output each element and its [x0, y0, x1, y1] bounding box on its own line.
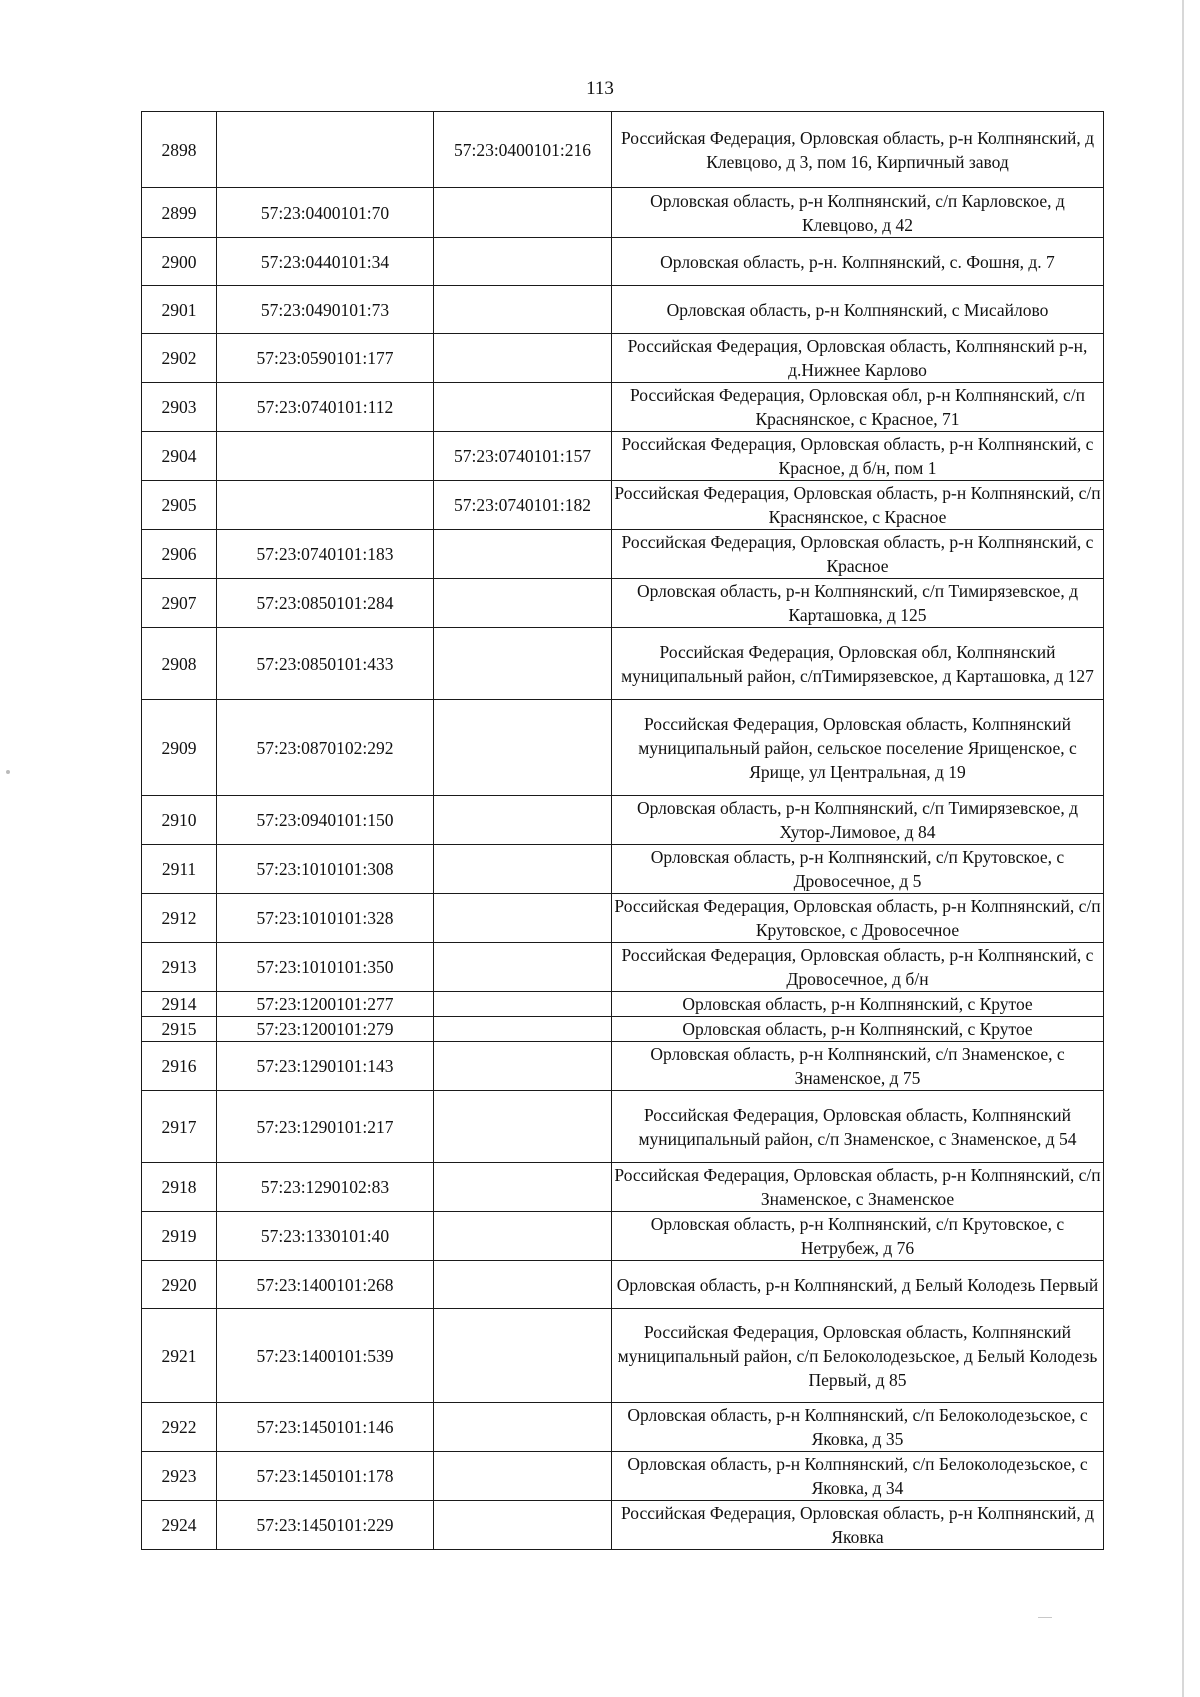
- land-cadastral-number-cell: 57:23:1330101:40: [217, 1212, 434, 1261]
- row-number-cell: 2922: [142, 1403, 217, 1452]
- land-cadastral-number-cell: 57:23:1200101:277: [217, 992, 434, 1017]
- address-cell: Российская Федерация, Орловская область, р-н Колпнянский, с/п Знаменское, с Знаменское: [612, 1163, 1104, 1212]
- building-cadastral-number-cell: [434, 188, 612, 238]
- row-number-cell: 2916: [142, 1042, 217, 1091]
- table-row: [142, 700, 1104, 796]
- table-row: [142, 112, 1104, 188]
- building-cadastral-number-cell: [434, 1309, 612, 1403]
- table-row: [142, 1091, 1104, 1163]
- address-cell: Орловская область, р-н Колпнянский, с/п Крутовское, с Дровосечное, д 5: [612, 845, 1104, 894]
- row-number-cell: 2907: [142, 579, 217, 628]
- building-cadastral-number-cell: [434, 845, 612, 894]
- building-cadastral-number-cell: [434, 1042, 612, 1091]
- table-row: [142, 1212, 1104, 1261]
- table-row: [142, 1042, 1104, 1091]
- building-cadastral-number-cell: [434, 1501, 612, 1550]
- scan-speck: [1038, 1617, 1052, 1618]
- table-row: [142, 1403, 1104, 1452]
- land-cadastral-number-cell: 57:23:1450101:178: [217, 1452, 434, 1501]
- land-cadastral-number-cell: 57:23:1290102:83: [217, 1163, 434, 1212]
- table-row: [142, 1501, 1104, 1550]
- building-cadastral-number-cell: [434, 530, 612, 579]
- table-row: [142, 1163, 1104, 1212]
- building-cadastral-number-cell: [434, 286, 612, 334]
- table-row: [142, 481, 1104, 530]
- table-row: [142, 334, 1104, 383]
- table-row: [142, 238, 1104, 286]
- address-cell: Российская Федерация, Орловская область, р-н Колпнянский, с/п Крутовское, с Дровосечное: [612, 894, 1104, 943]
- address-cell: Российская Федерация, Орловская область, р-н Колпнянский, с Красное, д б/н, пом 1: [612, 432, 1104, 481]
- table-row: [142, 796, 1104, 845]
- land-cadastral-number-cell: 57:23:1400101:268: [217, 1261, 434, 1309]
- table-row: [142, 1452, 1104, 1501]
- building-cadastral-number-cell: 57:23:0740101:182: [434, 481, 612, 530]
- building-cadastral-number-cell: [434, 700, 612, 796]
- table-row: [142, 894, 1104, 943]
- land-cadastral-number-cell: 57:23:1010101:328: [217, 894, 434, 943]
- address-cell: Российская Федерация, Орловская область, Колпнянский муниципальный район, с/п Белоколодезьское, д Белый Колодезь Первый, д 85: [612, 1309, 1104, 1403]
- land-cadastral-number-cell: 57:23:0870102:292: [217, 700, 434, 796]
- building-cadastral-number-cell: [434, 579, 612, 628]
- building-cadastral-number-cell: [434, 383, 612, 432]
- row-number-cell: 2904: [142, 432, 217, 481]
- row-number-cell: 2923: [142, 1452, 217, 1501]
- land-cadastral-number-cell: 57:23:0740101:183: [217, 530, 434, 579]
- building-cadastral-number-cell: [434, 1091, 612, 1163]
- table-row: [142, 383, 1104, 432]
- row-number-cell: 2919: [142, 1212, 217, 1261]
- building-cadastral-number-cell: [434, 943, 612, 992]
- row-number-cell: 2921: [142, 1309, 217, 1403]
- address-cell: Российская Федерация, Орловская область, р-н Колпнянский, с/п Краснянское, с Красное: [612, 481, 1104, 530]
- land-cadastral-number-cell: [217, 481, 434, 530]
- row-number-cell: 2920: [142, 1261, 217, 1309]
- table-row: [142, 1261, 1104, 1309]
- row-number-cell: 2911: [142, 845, 217, 894]
- table-row: [142, 579, 1104, 628]
- building-cadastral-number-cell: [434, 238, 612, 286]
- land-cadastral-number-cell: 57:23:0850101:284: [217, 579, 434, 628]
- building-cadastral-number-cell: [434, 334, 612, 383]
- building-cadastral-number-cell: [434, 1017, 612, 1042]
- table-row: [142, 628, 1104, 700]
- row-number-cell: 2924: [142, 1501, 217, 1550]
- land-cadastral-number-cell: 57:23:1290101:143: [217, 1042, 434, 1091]
- row-number-cell: 2915: [142, 1017, 217, 1042]
- address-cell: Российская Федерация, Орловская область, Колпнянский муниципальный район, сельское поселение Ярищенское, с Ярище, ул Центральная, д 19: [612, 700, 1104, 796]
- land-cadastral-number-cell: 57:23:0590101:177: [217, 334, 434, 383]
- row-number-cell: 2910: [142, 796, 217, 845]
- table-row: [142, 286, 1104, 334]
- land-cadastral-number-cell: 57:23:1450101:146: [217, 1403, 434, 1452]
- address-cell: Орловская область, р-н Колпнянский, д Белый Колодезь Первый: [612, 1261, 1104, 1309]
- address-cell: Орловская область, р-н Колпнянский, с/п Крутовское, с Нетрубеж, д 76: [612, 1212, 1104, 1261]
- row-number-cell: 2906: [142, 530, 217, 579]
- building-cadastral-number-cell: [434, 992, 612, 1017]
- land-cadastral-number-cell: 57:23:0400101:70: [217, 188, 434, 238]
- table-row: [142, 432, 1104, 481]
- table-row: [142, 943, 1104, 992]
- land-cadastral-number-cell: 57:23:1400101:539: [217, 1309, 434, 1403]
- row-number-cell: 2914: [142, 992, 217, 1017]
- address-cell: Орловская область, р-н Колпнянский, с/п Знаменское, с Знаменское, д 75: [612, 1042, 1104, 1091]
- land-cadastral-number-cell: 57:23:0940101:150: [217, 796, 434, 845]
- table-row: [142, 1017, 1104, 1042]
- building-cadastral-number-cell: [434, 894, 612, 943]
- address-cell: Орловская область, р-н Колпнянский, с Мисайлово: [612, 286, 1104, 334]
- row-number-cell: 2905: [142, 481, 217, 530]
- building-cadastral-number-cell: [434, 1452, 612, 1501]
- building-cadastral-number-cell: [434, 1212, 612, 1261]
- table-row: [142, 845, 1104, 894]
- row-number-cell: 2899: [142, 188, 217, 238]
- property-registry-table: [141, 111, 1104, 1550]
- row-number-cell: 2903: [142, 383, 217, 432]
- building-cadastral-number-cell: [434, 1403, 612, 1452]
- building-cadastral-number-cell: [434, 1163, 612, 1212]
- land-cadastral-number-cell: 57:23:0850101:433: [217, 628, 434, 700]
- address-cell: Российская Федерация, Орловская область, р-н Колпнянский, с Дровосечное, д б/н: [612, 943, 1104, 992]
- land-cadastral-number-cell: 57:23:1010101:350: [217, 943, 434, 992]
- address-cell: Орловская область, р-н Колпнянский, с/п Белоколодезьское, с Яковка, д 35: [612, 1403, 1104, 1452]
- address-cell: Российская Федерация, Орловская область, Колпнянский р-н, д.Нижнее Карлово: [612, 334, 1104, 383]
- land-cadastral-number-cell: [217, 432, 434, 481]
- row-number-cell: 2909: [142, 700, 217, 796]
- building-cadastral-number-cell: [434, 628, 612, 700]
- address-cell: Орловская область, р-н Колпнянский, с/п Тимирязевское, д Хутор-Лимовое, д 84: [612, 796, 1104, 845]
- building-cadastral-number-cell: [434, 1261, 612, 1309]
- row-number-cell: 2901: [142, 286, 217, 334]
- scan-edge-line: [1182, 0, 1184, 1697]
- building-cadastral-number-cell: 57:23:0740101:157: [434, 432, 612, 481]
- page-number: 113: [586, 78, 614, 99]
- land-cadastral-number-cell: 57:23:1450101:229: [217, 1501, 434, 1550]
- address-cell: Российская Федерация, Орловская область, Колпнянский муниципальный район, с/п Знаменское, с Знаменское, д 54: [612, 1091, 1104, 1163]
- address-cell: Российская Федерация, Орловская область, р-н Колпнянский, д Клевцово, д 3, пом 16, Кирпичный завод: [612, 112, 1104, 188]
- address-cell: Орловская область, р-н. Колпнянский, с. Фошня, д. 7: [612, 238, 1104, 286]
- land-cadastral-number-cell: 57:23:1290101:217: [217, 1091, 434, 1163]
- address-cell: Российская Федерация, Орловская обл, р-н Колпнянский, с/п Краснянское, с Красное, 71: [612, 383, 1104, 432]
- land-cadastral-number-cell: 57:23:1200101:279: [217, 1017, 434, 1042]
- table-row: [142, 1309, 1104, 1403]
- row-number-cell: 2902: [142, 334, 217, 383]
- address-cell: Российская Федерация, Орловская область, р-н Колпнянский, с Красное: [612, 530, 1104, 579]
- building-cadastral-number-cell: 57:23:0400101:216: [434, 112, 612, 188]
- land-cadastral-number-cell: 57:23:0490101:73: [217, 286, 434, 334]
- address-cell: Орловская область, р-н Колпнянский, с Крутое: [612, 992, 1104, 1017]
- land-cadastral-number-cell: 57:23:1010101:308: [217, 845, 434, 894]
- row-number-cell: 2898: [142, 112, 217, 188]
- row-number-cell: 2912: [142, 894, 217, 943]
- row-number-cell: 2900: [142, 238, 217, 286]
- scan-speck: [6, 770, 10, 774]
- row-number-cell: 2917: [142, 1091, 217, 1163]
- address-cell: Российская Федерация, Орловская обл, Колпнянский муниципальный район, с/пТимирязевское, д Карташовка, д 127: [612, 628, 1104, 700]
- table-row: [142, 530, 1104, 579]
- address-cell: Орловская область, р-н Колпнянский, с/п Карловское, д Клевцово, д 42: [612, 188, 1104, 238]
- building-cadastral-number-cell: [434, 796, 612, 845]
- land-cadastral-number-cell: 57:23:0440101:34: [217, 238, 434, 286]
- address-cell: Орловская область, р-н Колпнянский, с Крутое: [612, 1017, 1104, 1042]
- row-number-cell: 2913: [142, 943, 217, 992]
- land-cadastral-number-cell: 57:23:0740101:112: [217, 383, 434, 432]
- table-row: [142, 992, 1104, 1017]
- table-row: [142, 188, 1104, 238]
- row-number-cell: 2918: [142, 1163, 217, 1212]
- address-cell: Орловская область, р-н Колпнянский, с/п Белоколодезьское, с Яковка, д 34: [612, 1452, 1104, 1501]
- address-cell: Орловская область, р-н Колпнянский, с/п Тимирязевское, д Карташовка, д 125: [612, 579, 1104, 628]
- row-number-cell: 2908: [142, 628, 217, 700]
- address-cell: Российская Федерация, Орловская область, р-н Колпнянский, д Яковка: [612, 1501, 1104, 1550]
- land-cadastral-number-cell: [217, 112, 434, 188]
